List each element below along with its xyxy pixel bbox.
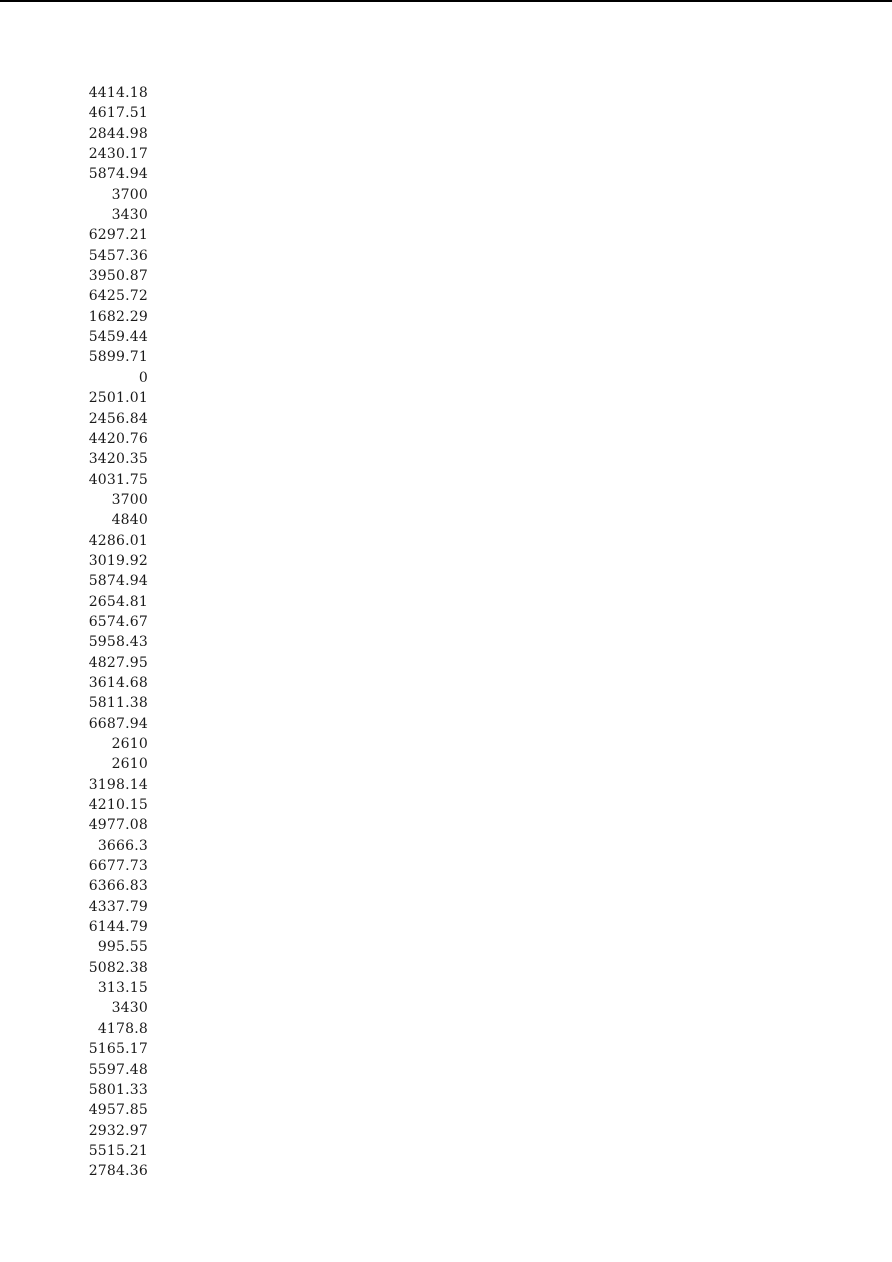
value-cell: 2654.81 [88,593,148,610]
value-cell: 4827.95 [88,654,148,671]
value-cell: 6297.21 [88,227,148,244]
value-cell: 6677.73 [88,858,148,875]
value-cell: 3019.92 [88,552,148,569]
value-cell: 5899.71 [88,349,148,366]
value-cell: 6425.72 [88,288,148,305]
value-cell: 5597.48 [88,1061,148,1078]
value-cell: 3430 [111,207,148,224]
value-cell: 4957.85 [88,1102,148,1119]
value-cell: 5082.38 [88,959,148,976]
value-cell: 995.55 [97,939,148,956]
value-cell: 3198.14 [88,776,148,793]
value-cell: 6687.94 [88,715,148,732]
value-cell: 2456.84 [88,410,148,427]
value-cell: 4414.18 [88,85,148,101]
value-cell: 5874.94 [88,166,148,183]
value-cell: 4178.8 [97,1020,148,1037]
value-cell: 0 [138,369,148,386]
value-cell: 4337.79 [88,898,148,915]
value-column [70,83,148,1182]
value-cell: 3950.87 [88,268,148,285]
value-cell: 4031.75 [88,471,148,488]
value-cell: 6366.83 [88,878,148,895]
value-cell: 3666.3 [97,837,148,854]
value-cell: 5457.36 [88,247,148,264]
value-cell: 3700 [111,186,148,203]
value-cell: 5811.38 [88,695,148,712]
value-cell: 2430.17 [88,146,148,163]
top-border-line [0,0,892,2]
value-cell: 5165.17 [88,1041,148,1058]
value-cell: 5958.43 [88,634,148,651]
value-cell: 4286.01 [88,532,148,549]
value-cell: 2501.01 [88,390,148,407]
value-cell: 4617.51 [88,105,148,122]
value-cell: 313.15 [97,980,148,997]
value-cell: 5515.21 [88,1142,148,1159]
value-cell: 4840 [111,512,148,529]
value-cell: 5459.44 [88,329,148,346]
value-cell: 5874.94 [88,573,148,590]
value-cell: 6574.67 [88,613,148,630]
value-cell: 3614.68 [88,674,148,691]
value-cell: 4977.08 [88,817,148,834]
value-cell: 4210.15 [88,797,148,814]
value-cell: 2844.98 [88,125,148,142]
value-cell: 3700 [111,491,148,508]
value-cell: 2610 [111,736,148,752]
value-cell: 3420.35 [88,451,148,468]
value-cell: 2610 [111,756,148,773]
value-cell: 4420.76 [88,430,148,447]
value-cell: 1682.29 [88,308,148,325]
value-cell: 2932.97 [88,1122,148,1139]
value-cell: 2784.36 [88,1163,148,1180]
value-cell: 5801.33 [88,1081,148,1098]
value-cell: 6144.79 [88,919,148,936]
value-cell: 3430 [111,1000,148,1017]
